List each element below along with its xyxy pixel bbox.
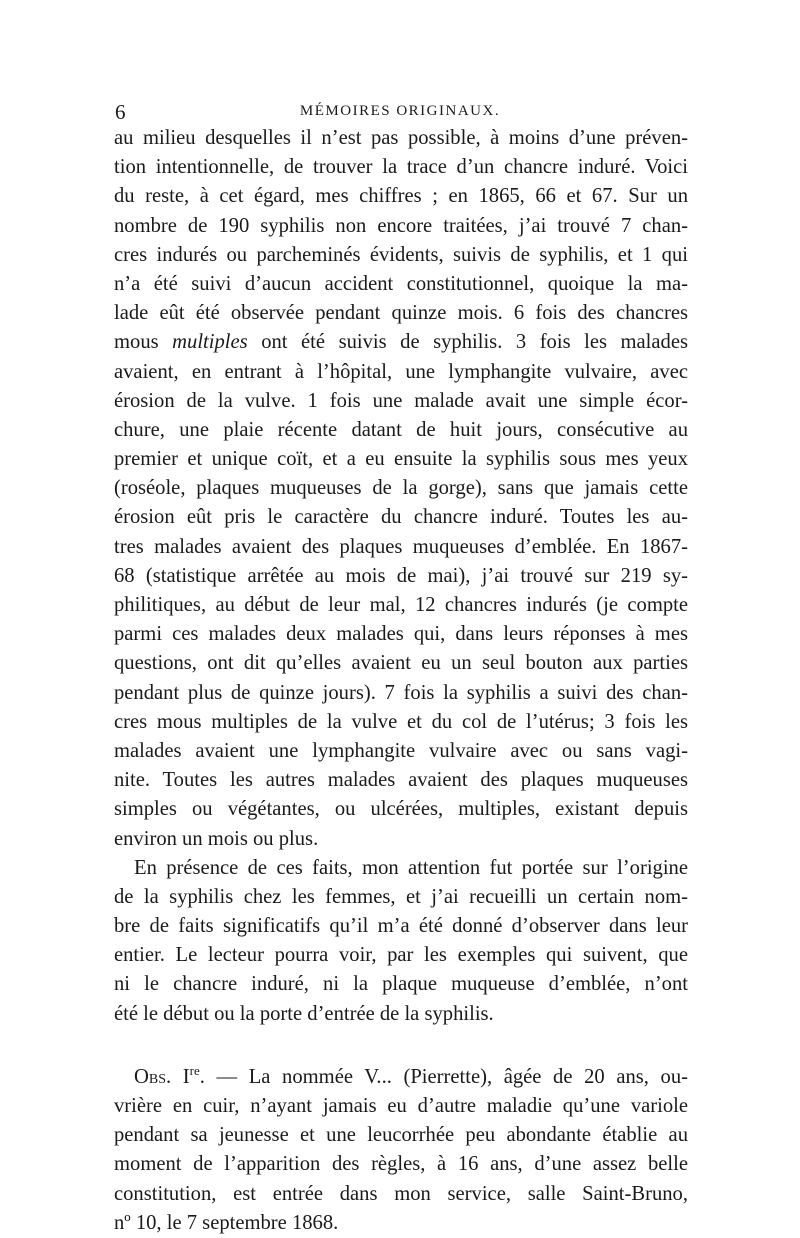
italic-term: multiples	[172, 331, 248, 354]
text-line: simples ou végétantes, ou ulcérées, multiples, existant depuis	[114, 798, 688, 821]
text-line	[114, 328, 688, 357]
text-line: érosion eût pris le caractère du chancre induré. Toutes les au-	[114, 506, 688, 529]
body-text	[114, 124, 688, 1238]
text-line: tres malades avaient des plaques muqueuses d’emblée. En 1867-	[114, 535, 688, 558]
text-line: n’a été suivi d’aucun accident constitutionnel, quoique la ma-	[114, 272, 688, 295]
text-line: nº 10, le 7 septembre 1868.	[114, 1211, 339, 1234]
text-line: premier et unique coït, et a eu ensuite la syphilis sous mes yeux	[114, 448, 688, 471]
text-line: lade eût été observée pendant quinze mois. 6 fois des chancres	[114, 302, 688, 325]
text-fragment: . — La nommée V... (Pierrette), âgée de 20 ans, ou-	[199, 1065, 688, 1088]
page-header	[115, 100, 685, 124]
text-line: (roséole, plaques muqueuses de la gorge), sans que jamais cette	[114, 477, 688, 500]
text-line: 68 (statistique arrêtée au mois de mai), j’ai trouvé sur 219 sy-	[114, 564, 688, 587]
text-line: avaient, en entrant à l’hôpital, une lymphangite vulvaire, avec	[114, 360, 688, 383]
text-line: au milieu desquelles il n’est pas possible, à moins d’une préven-	[114, 127, 688, 149]
text-line: entier. Le lecteur pourra voir, par les exemples qui suivent, que	[114, 944, 688, 967]
section-gap	[114, 1029, 688, 1063]
text-line: bre de faits significatifs qu’il m’a été donné d’observer dans leur	[114, 915, 688, 938]
text-line: philitiques, au début de leur mal, 12 chancres indurés (je compte	[114, 594, 688, 616]
text-line: chure, une plaie récente datant de huit jours, consécutive au	[114, 418, 688, 441]
text-line: malades avaient une lymphangite vulvaire avec ou sans vagi-	[114, 739, 688, 762]
text-line: environ un mois ou plus.	[114, 827, 319, 850]
text-line: parmi ces malades deux malades qui, dans leurs réponses à mes	[114, 623, 688, 646]
observation-number: I	[182, 1065, 190, 1088]
text-line: pendant sa jeunesse et une leucorrhée peu abondante établie au	[114, 1124, 688, 1147]
text-line: ni le chancre induré, ni la plaque muqueuse d’emblée, n’ont	[114, 973, 688, 996]
text-line: tion intentionnelle, de trouver la trace d’un chancre induré. Voici	[114, 156, 688, 179]
text-line: cres indurés ou parcheminés évidents, suivis de syphilis, et 1 qui	[114, 243, 688, 266]
text-fragment: mous	[114, 331, 173, 354]
text-line: cres mous multiples de la vulve et du col de l’utérus; 3 fois les	[114, 710, 688, 733]
text-line: En présence de ces faits, mon attention fut portée sur l’origine	[134, 856, 688, 879]
text-line: du reste, à cet égard, mes chiffres ; en 1865, 66 et 67. Sur un	[114, 185, 688, 208]
text-line: nite. Toutes les autres malades avaient des plaques muqueuses	[114, 769, 688, 792]
text-fragment: ont été suivis de syphilis. 3 fois les malades	[247, 331, 688, 354]
text-line: pendant plus de quinze jours). 7 fois la syphilis a suivi des chan-	[114, 681, 688, 704]
observation-number-suffix: re	[189, 1062, 200, 1078]
text-line: vrière en cuir, n’ayant jamais eu d’autre maladie qu’une variole	[114, 1095, 688, 1117]
text-line: nombre de 190 syphilis non encore traitées, j’ai trouvé 7 chan-	[114, 214, 688, 237]
text-line: moment de l’apparition des règles, à 16 ans, d’une assez belle	[114, 1153, 688, 1176]
text-line: érosion de la vulve. 1 fois une malade avait une simple écor-	[114, 389, 688, 412]
paragraph-1	[114, 124, 688, 854]
observation-1	[114, 1063, 688, 1238]
text-line: constitution, est entrée dans mon service, salle Saint-Bruno,	[114, 1182, 688, 1205]
running-title: MÉMOIRES ORIGINAUX.	[299, 103, 501, 119]
observation-label: Obs.	[134, 1065, 172, 1088]
page-number: 6	[115, 100, 126, 124]
text-line	[114, 1063, 688, 1092]
text-line: de la syphilis chez les femmes, et j’ai recueilli un certain nom-	[114, 885, 688, 908]
paragraph-2	[114, 854, 688, 1029]
text-line: questions, ont dit qu’elles avaient eu un seul bouton aux parties	[114, 652, 688, 675]
text-line: été le début ou la porte d’entrée de la syphilis.	[114, 1002, 494, 1025]
